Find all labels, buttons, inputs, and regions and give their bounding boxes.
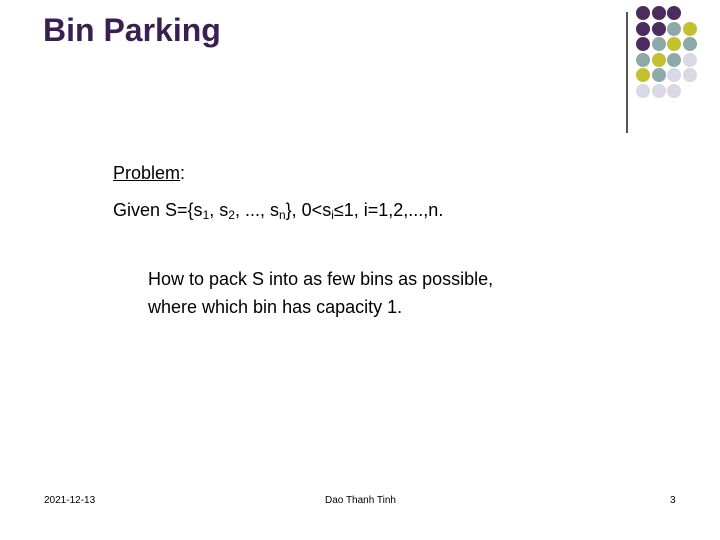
decorative-dot — [683, 22, 697, 36]
page-number: 3 — [670, 495, 676, 506]
decorative-dot — [667, 53, 681, 67]
decorative-dot — [636, 84, 650, 98]
subscript-1: 1 — [202, 208, 210, 222]
question-paragraph — [148, 265, 493, 321]
decorative-dot — [636, 22, 650, 36]
decorative-dot — [652, 37, 666, 51]
decorative-dot — [683, 68, 697, 82]
problem-label: Problem — [113, 163, 181, 183]
problem-heading — [113, 163, 185, 184]
decorative-dot — [652, 68, 666, 82]
given-prefix: Given S={s — [113, 200, 203, 220]
decorative-dot — [667, 84, 681, 98]
subscript-2: 2 — [228, 208, 235, 222]
decorative-dot — [652, 84, 666, 98]
question-line-1: How to pack S into as few bins as possible, — [148, 269, 494, 289]
decorative-dot — [683, 53, 697, 67]
decorative-dot — [683, 37, 697, 51]
decorative-dot — [636, 6, 650, 20]
decorative-dot — [636, 68, 650, 82]
footer-author: Dao Thanh Tinh — [325, 495, 396, 506]
problem-colon: : — [180, 163, 186, 183]
decorative-dot — [636, 53, 650, 67]
given-set-definition — [113, 200, 443, 222]
decorative-dot — [636, 37, 650, 51]
decorative-dot — [667, 37, 681, 51]
given-sep2: , ..., s — [234, 200, 279, 220]
decorative-dot — [652, 6, 666, 20]
subscript-i: i — [331, 208, 334, 222]
decorative-dot — [667, 6, 681, 20]
decorative-dot — [667, 22, 681, 36]
decorative-dot — [667, 68, 681, 82]
footer-date: 2021-12-13 — [44, 495, 96, 506]
decorative-dot — [652, 22, 666, 36]
given-sep1: , s — [209, 200, 229, 220]
slide-title: Bin Parking — [43, 12, 221, 48]
decorative-dot — [652, 53, 666, 67]
given-mid: }, 0<s — [285, 200, 332, 220]
subscript-n: n — [278, 208, 286, 222]
given-suffix: ≤1, i=1,2,...,n. — [333, 200, 444, 220]
question-line-2: where which bin has capacity 1. — [148, 297, 403, 317]
decorative-divider — [626, 12, 628, 133]
